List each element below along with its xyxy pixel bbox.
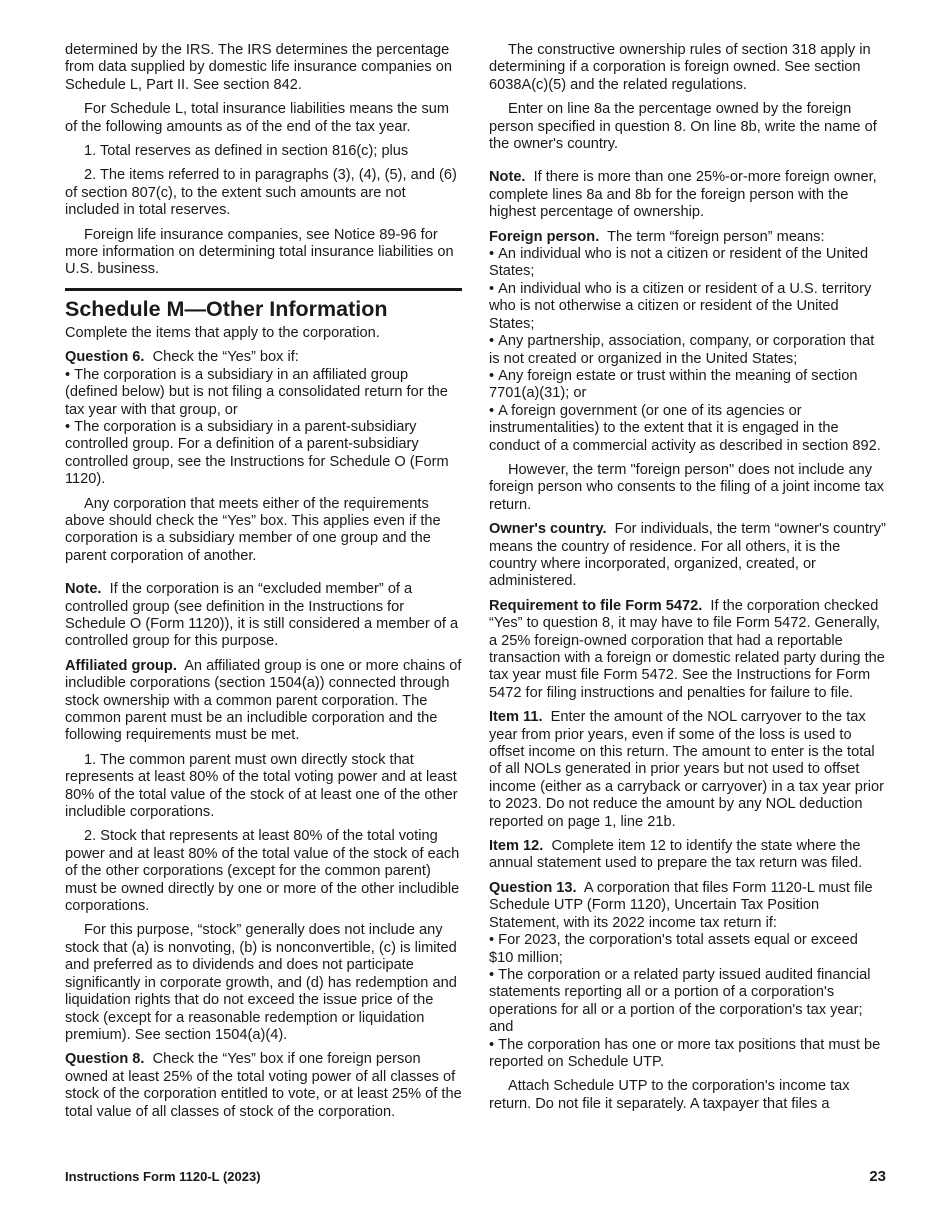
term-text: An affiliated group is one or more chains of includible corporations (section 1504(a)) connected through stock ownership with a common parent corporation. The common parent must be an includible corporation and the following requirements must be met. bbox=[65, 657, 462, 744]
question-8 bbox=[65, 1051, 462, 1121]
bullet-item: • A foreign government (or one of its agencies or instrumentalities) to the extent that it is engaged in the conduct of a commercial activity as described in section 892. bbox=[489, 403, 886, 455]
term-text: If the corporation checked “Yes” to question 8, it may have to file Form 5472. Generally, a 25% foreign-owned corporation that had a reportable transaction with a foreign or domestic related party during the tax year must file Form 5472. See the Instructions for Form 5472 for filing instructions and penalties for failure to file. bbox=[489, 597, 885, 701]
question-label: Question 6. bbox=[65, 349, 145, 366]
note-text: If there is more than one 25%-or-more foreign owner, complete lines 8a and 8b for the foreign person with the highest percentage of ownership. bbox=[489, 169, 877, 221]
list-item: 2. The items referred to in paragraphs (3), (4), (5), and (6) of section 807(c), to the extent such amounts are not included in total reserves. bbox=[65, 167, 457, 219]
item-label: Item 11. bbox=[489, 709, 543, 726]
affiliated-group bbox=[65, 658, 462, 745]
item-text: Enter the amount of the NOL carryover to the tax year from prior years, even if some of the loss is used to offset income on this return. The amount to enter is the total of all NOLs generated in prior years but not used to offset income (either as a carryback or carryover) in a tax year prior to 2023. Do not reduce the amount by any NOL deduction reported on page 1, line 21b. bbox=[489, 709, 884, 830]
paragraph: Any corporation that meets either of the requirements above should check the “Yes” box. This applies even if the corporation is a subsidiary member of one group and the parent corporation of another. bbox=[65, 495, 441, 564]
question-text: Check the “Yes” box if: bbox=[152, 349, 299, 366]
bullet-item: • Any partnership, association, company, or corporation that is not created or organized in the United States; bbox=[489, 333, 886, 368]
paragraph: For this purpose, “stock” generally does not include any stock that (a) is nonvoting, (b) is nonconvertible, (c) is limited and preferred as to dividends and does not participate significantly in corporate growth, and (d) has redemption and liquidation rights that do not exceed the issue price of the stock (except for a reasonable redemption or liquidation premium). See section 1504(a)(4). bbox=[65, 922, 457, 1043]
paragraph: Attach Schedule UTP to the corporation's income tax return. Do not file it separately. A taxpayer that files a bbox=[489, 1078, 850, 1112]
paragraph: Enter on line 8a the percentage owned by the foreign person specified in question 8. On line 8b, write the name of the owner's country. bbox=[489, 101, 877, 153]
note-label: Note. bbox=[489, 169, 526, 186]
owners-country bbox=[489, 521, 886, 591]
page-number: 23 bbox=[869, 1168, 886, 1185]
bullet-item: • The corporation is a subsidiary in a parent-subsidiary controlled group. For a definition of a parent-subsidiary controlled group, see the Instructions for Schedule O (Form 1120). bbox=[65, 419, 462, 489]
note bbox=[65, 581, 462, 651]
term-label: Foreign person. bbox=[489, 228, 600, 245]
paragraph: Foreign life insurance companies, see Notice 89-96 for more information on determining total insurance liabilities on U.S. business. bbox=[65, 226, 454, 278]
note-text: If the corporation is an “excluded member” of a controlled group (see definition in the Instructions for Schedule O (Form 1120)), it is still considered a member of a controlled group for this purpose. bbox=[65, 581, 459, 650]
foreign-person bbox=[489, 229, 886, 246]
bullet-item: • An individual who is not a citizen or resident of the United States; bbox=[489, 246, 886, 281]
bullet-item: • For 2023, the corporation's total assets equal or exceed $10 million; bbox=[489, 932, 886, 967]
term-text: For individuals, the term “owner's country” means the country of residence. For all others, it is the country where incorporated, organized, created, or administered. bbox=[489, 521, 886, 590]
term-label: Affiliated group. bbox=[65, 657, 177, 674]
bullet-item: • The corporation or a related party issued audited financial statements reporting all or a portion of a corporation's operations for all or a portion of the corporation's tax year; and bbox=[489, 967, 886, 1037]
question-6 bbox=[65, 349, 462, 366]
question-text: A corporation that files Form 1120-L must file Schedule UTP (Form 1120), Uncertain Tax Position Statement, with its 2022 income tax return if: bbox=[489, 879, 873, 931]
paragraph: For Schedule L, total insurance liabilities means the sum of the following amounts as of the end of the tax year. bbox=[65, 101, 450, 135]
list-item: 1. The common parent must own directly stock that represents at least 80% of the total voting power and at least 80% of the total value of the stock of at least one of the other includible corporations. bbox=[65, 751, 458, 821]
term-label: Requirement to file Form 5472. bbox=[489, 597, 703, 614]
item-11 bbox=[489, 709, 886, 831]
note bbox=[489, 169, 886, 221]
bullet-item: • The corporation has one or more tax positions that must be reported on Schedule UTP. bbox=[489, 1037, 886, 1072]
term-label: Owner's country. bbox=[489, 521, 607, 538]
right-column bbox=[489, 42, 886, 1120]
question-text: Check the “Yes” box if one foreign person owned at least 25% of the total voting power of all classes of stock of the corporation entitled to vote, or at least 25% of the total value of all classes of stock of the corporation. bbox=[65, 1051, 462, 1120]
bullet-item: • The corporation is a subsidiary in an affiliated group (defined below) but is not filing a consolidated return for the tax year with that group, or bbox=[65, 367, 462, 419]
note-label: Note. bbox=[65, 581, 102, 598]
item-12 bbox=[489, 838, 886, 873]
item-text: Complete item 12 to identify the state where the annual statement used to prepare the tax return was filed. bbox=[489, 838, 863, 872]
bullet-item: • Any foreign estate or trust within the meaning of section 7701(a)(31); or bbox=[489, 368, 886, 403]
term-text: The term “foreign person” means: bbox=[607, 228, 825, 245]
question-13 bbox=[489, 880, 886, 932]
section-rule bbox=[65, 288, 462, 291]
paragraph: However, the term "foreign person" does not include any foreign person who consents to the filing of a joint income tax return. bbox=[489, 461, 885, 513]
paragraph: determined by the IRS. The IRS determines the percentage from data supplied by domestic life insurance companies on Schedule L, Part II. See section 842. bbox=[65, 42, 452, 93]
footer-title: Instructions Form 1120-L (2023) bbox=[65, 1169, 261, 1184]
paragraph: The constructive ownership rules of section 318 apply in determining if a corporation is foreign owned. See section 6038A(c)(5) and the related regulations. bbox=[489, 42, 871, 93]
bullet-item: • An individual who is a citizen or resident of a U.S. territory who is not otherwise a citizen or resident of the United States; bbox=[489, 281, 886, 333]
section-heading: Schedule M—Other Information bbox=[65, 296, 388, 321]
item-label: Item 12. bbox=[489, 838, 544, 855]
paragraph: Complete the items that apply to the corporation. bbox=[65, 324, 380, 341]
list-item: 1. Total reserves as defined in section 816(c); plus bbox=[84, 143, 409, 160]
left-column bbox=[65, 42, 462, 1128]
question-label: Question 8. bbox=[65, 1051, 145, 1068]
list-item: 2. Stock that represents at least 80% of the total voting power and at least 80% of the total value of the stock of each of the other corporations (except for the common parent) must be owned directly by one or more of the other includible corporations. bbox=[65, 828, 460, 915]
question-label: Question 13. bbox=[489, 879, 577, 896]
requirement-form-5472 bbox=[489, 598, 886, 702]
